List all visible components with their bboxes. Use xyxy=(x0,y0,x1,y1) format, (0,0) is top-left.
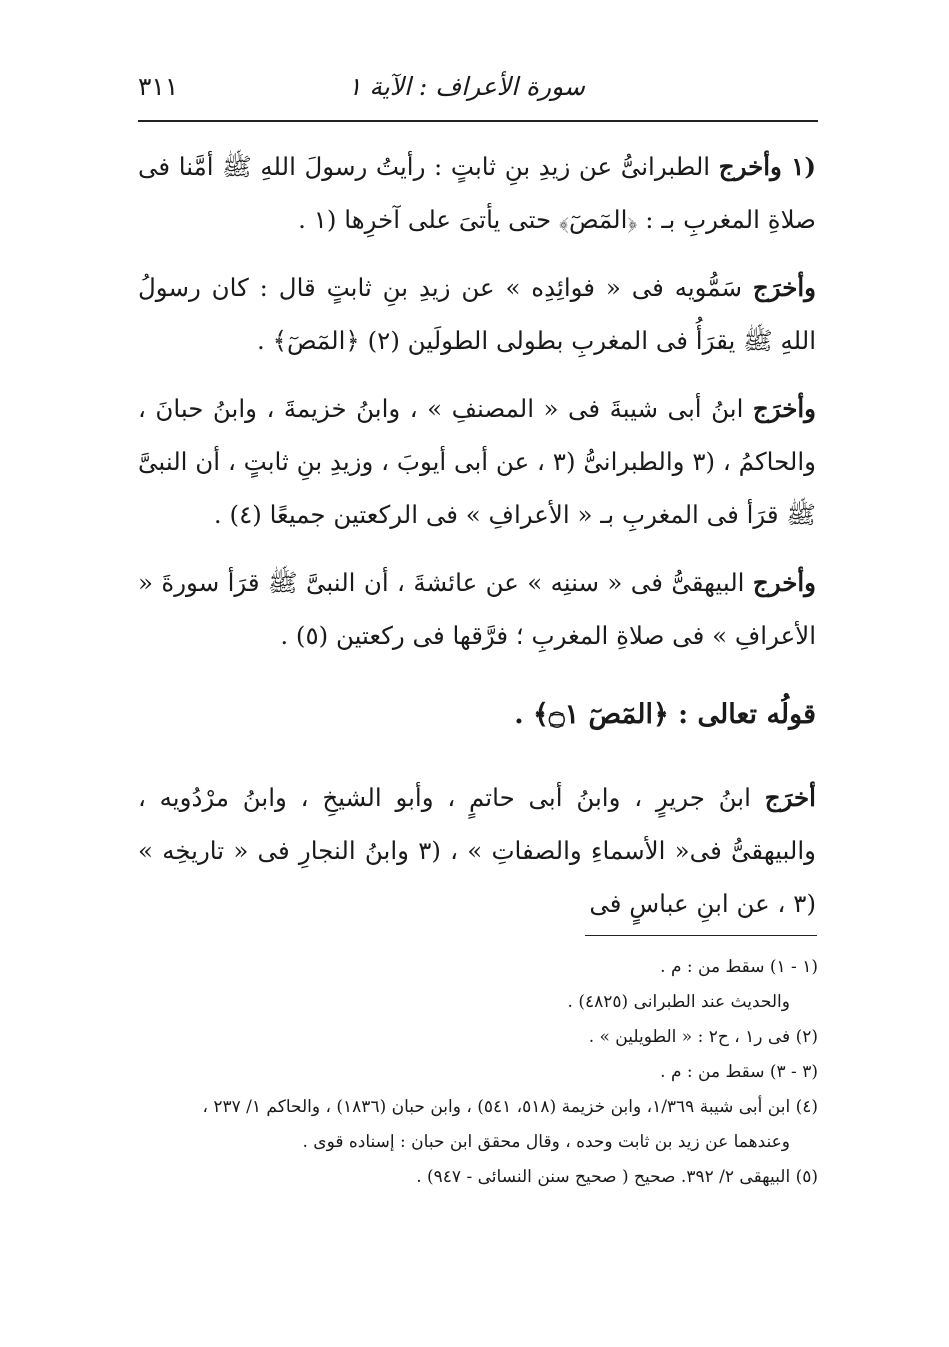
paragraph-text: ابنُ جريرٍ ، وابنُ أبى حاتمٍ ، وأبو الشيخِ ، وابنُ مرْدُويه ، والبيهقىُّ فى« الأسماءِ والصفاتِ » ، (٣ وابنُ النجارِ فى « تاريخِه » (٣ ، عن ابنِ عباسٍ فى xyxy=(138,783,816,918)
header-rule xyxy=(138,120,818,122)
footnote: (٢) فى ر١ ، ح٢ : « الطويلين » . xyxy=(588,1027,818,1047)
footnotes xyxy=(138,950,818,1195)
paragraph-5 xyxy=(138,771,816,930)
header-title: سورة الأعراف : الآية ١ xyxy=(347,72,585,101)
footnote: (٥) البيهقى ٢/ ٣٩٢. صحيح ( صحيح سنن النسائى - ٩٤٧) . xyxy=(416,1167,818,1187)
paragraph-2 xyxy=(138,261,816,367)
paragraph-lead: وأخرَج xyxy=(752,394,816,423)
paragraph-text: سَمُّويه فى « فوائِدِه » عن زيدِ بنِ ثابتٍ قال : كان رسولُ اللهِ ﷺ يقرَأُ فى المغربِ بطولى الطولَين (٢) ﴿المٓصٓ﴾ . xyxy=(138,273,816,355)
footnote: (١ - ١) سقط من : م . xyxy=(660,957,818,977)
footnote-rule xyxy=(585,935,817,936)
footnote: وعندهما عن زيد بن ثابت وحده ، وقال محقق ابن حبان : إسناده قوى . xyxy=(302,1132,790,1152)
paragraph-text: البيهقىُّ فى « سننِه » عن عائشةَ ، أن النبىَّ ﷺ قرَأ سورةَ « الأعرافِ » فى صلاةِ المغربِ ؛ فرَّقها فى ركعتين (٥) . xyxy=(138,568,816,650)
paragraph-lead: وأخرج xyxy=(752,568,816,597)
paragraph-lead: (١ وأخرج xyxy=(718,152,816,181)
paragraph-text: ابنُ أبى شيبةَ فى « المصنفِ » ، وابنُ خزيمةَ ، وابنُ حبانَ ، والحاكمُ ، (٣ والطبرانىُّ (٣ ، عن أبى أيوبَ ، وزيدِ بنِ ثابتٍ ، أن النبىَّ ﷺ قرَأ فى المغربِ بـ « الأعرافِ » فى الركعتين جميعًا (٤) . xyxy=(138,394,816,529)
paragraph-4 xyxy=(138,556,816,662)
running-header xyxy=(138,68,815,118)
paragraph-text: الطبرانىُّ عن زيدِ بنِ ثابتٍ : رأيتُ رسولَ اللهِ ﷺ أمَّنا فى صلاةِ المغربِ بـ : ﴿المٓصٓ﴾ حتى يأتىَ على آخرِها (١ . xyxy=(138,152,816,234)
paragraph-lead: وأخرَج xyxy=(752,273,817,302)
paragraph-3 xyxy=(138,382,816,541)
footnote: (٤) ابن أبى شيبة ١/٣٦٩، وابن خزيمة (٥١٨، ٥٤١) ، وابن حبان (١٨٣٦) ، والحاكم ١/ ٢٣٧ ، xyxy=(202,1097,818,1117)
footnote: والحديث عند الطبرانى (٤٨٢٥) . xyxy=(567,992,790,1012)
paragraph-1 xyxy=(138,140,816,246)
paragraph-lead: أخرَج xyxy=(764,783,816,812)
page-number: ٣١١ xyxy=(138,72,179,101)
main-text xyxy=(138,140,816,930)
section-title: قولُه تعالى : ﴿المٓصٓ ۝١﴾ . xyxy=(514,699,816,730)
footnote: (٣ - ٣) سقط من : م . xyxy=(660,1062,818,1082)
